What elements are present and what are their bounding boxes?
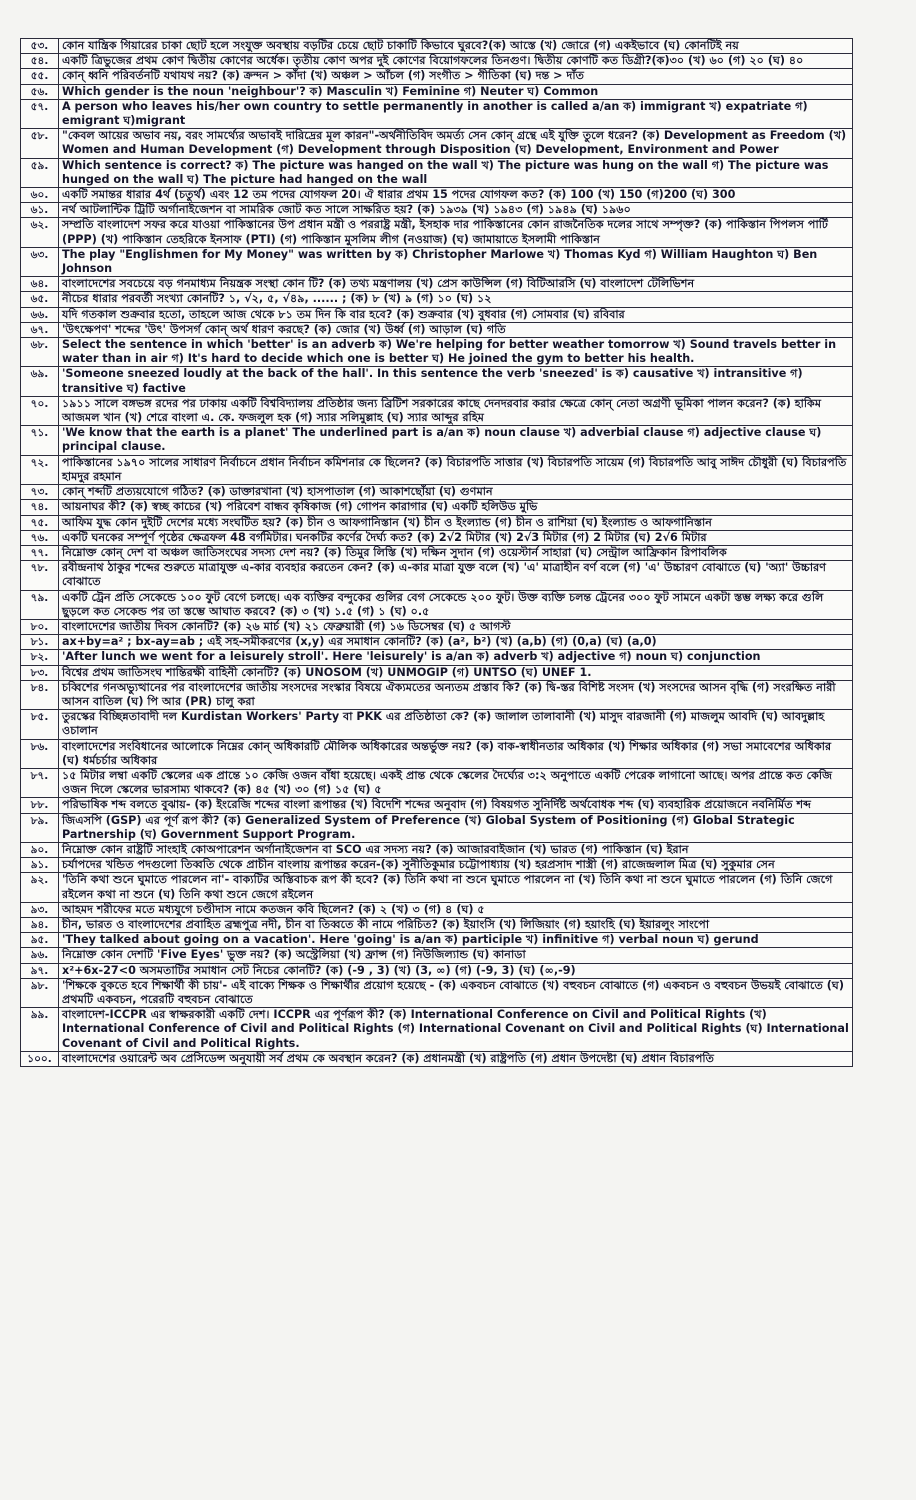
question-text: 'উৎক্ষেপণ' শব্দের 'উৎ' উপসর্গ কোন্ অর্থ ধারণ করছে? (ক) জোর (খ) উর্ধ্ব (গ) আড়াল (ঘ) গতি [59, 322, 853, 337]
question-number: ৬২. [21, 218, 59, 247]
question-text: 'তিনি কথা শুনে ঘুমাতে পারলেন না'- বাক্যটির অস্তিবাচক রূপ কী হবে? (ক) তিনি কথা না শুনে ঘুমাতে পারলেন না (খ) তিনি কথা না শুনে ঘুমাতে পারলেন (গ) তিনি জেগে রইলেন কথা না শুনে (ঘ) তিনি কথা শুনে জেগে রইলেন [59, 873, 853, 902]
question-row [21, 619, 853, 634]
question-text: ax+by=a² ; bx-ay=ab ; এই সহ-সমীকরণের (x,y) এর সমাধান কোনটি? (ক) (a², b²) (খ) (a,b) (গ) (0,a) (ঘ) (a,0) [59, 635, 853, 650]
question-text: বাংলাদেশ-ICCPR এর স্বাক্ষরকারী একটি দেশ। ICCPR এর পূর্ণরূপ কী? (ক) International Conference on Civil and Political Rights (খ) International Conference of Civil and Political Rights (গ) International Covenant on Civil and Political Rights (ঘ) International Covenant of Civil and Political Rights. [59, 1008, 853, 1052]
question-text: সম্প্রতি বাংলাদেশ সফর করে যাওয়া পাকিস্তানের উপ প্রধান মন্ত্রী ও পররাষ্ট্র মন্ত্রী, ইসহাক দার পাকিস্তানের কোন রাজনৈতিক দলের সাথে সম্পৃক্ত? (ক) পাকিস্তান পিপলস পার্টি (PPP) (খ) পাকিস্তান তেহরিকে ইনসাফ (PTI) (গ) পাকিস্তান মুসলিম লীগ (নওয়াজ) (ঘ) জামায়াতে ইসলামী পাকিস্তান [59, 218, 853, 247]
question-number: ৭৮. [21, 561, 59, 590]
question-number: ৯৮. [21, 978, 59, 1007]
question-number: ৫৯. [21, 158, 59, 187]
question-number: ৭৫. [21, 515, 59, 530]
question-number: ৮৩. [21, 665, 59, 680]
question-row [21, 710, 853, 739]
question-row [21, 948, 853, 963]
question-text: চীন, ভারত ও বাংলাদেশের প্রবাহিত ব্রহ্মপুত্র নদী, চীন বা তিব্বতে কী নামে পরিচিত? (ক) ইয়াংসি (খ) লিজিয়াং (গ) হয়াংহি (ঘ) ইয়ারলুং সাংপো [59, 917, 853, 932]
question-number: ৬১. [21, 203, 59, 218]
question-row [21, 561, 853, 590]
question-number: ৮২. [21, 650, 59, 665]
question-text: আহমদ শরীফের মতে মধ্যযুগে চণ্ডীদাস নামে কতজন কবি ছিলেন? (ক) ২ (খ) ৩ (গ) ৪ (ঘ) ৫ [59, 902, 853, 917]
question-sheet [20, 38, 852, 1067]
question-text: ১৯১১ সালে বঙ্গভঙ্গ রদের পর ঢাকায় একটি বিশ্ববিদ্যালয় প্রতিষ্ঠার জন্য ব্রিটিশ সরকারের কাছে দেনদরবার করার ক্ষেত্রে কোন্ নেতা অগ্রণী ভূমিকা পালন করেন? (ক) হাকিম আজমল খান (খ) শেরে বাংলা এ. কে. ফজলুল হক (গ) স্যার সলিমুল্লাহ (ঘ) স্যার আব্দুর রহিম [59, 396, 853, 425]
question-row [21, 500, 853, 515]
question-number: ৮৮. [21, 798, 59, 813]
question-row [21, 129, 853, 158]
question-row [21, 590, 853, 619]
question-text: জিএসপি (GSP) এর পূর্ণ রূপ কী? (ক) Generalized System of Preference (খ) Global System of Positioning (গ) Global Strategic Partnership (ঘ) Government Support Program. [59, 813, 853, 842]
question-number: ৬৪. [21, 277, 59, 292]
question-text: Which sentence is correct? ক) The picture was hanged on the wall খ) The picture was hung on the wall গ) The picture was hunged on the wall ঘ) The picture had hanged on the wall [59, 158, 853, 187]
question-row [21, 485, 853, 500]
question-text: 'শিক্ষকে বুকতে হবে শিক্ষার্থী কী চায়'- এই বাক্যে শিক্ষক ও শিক্ষার্থীর প্রয়োগ হয়েছে - (ক) একবচন বোঝাতে (খ) বহুবচন বোঝাতে (গ) একবচন ও বহুবচন উভয়ই বোঝাতে (ঘ) প্রথমটি একবচন, পরেরটি বহুবচন বোঝাতে [59, 978, 853, 1007]
question-row [21, 396, 853, 425]
question-row [21, 247, 853, 276]
question-row [21, 665, 853, 680]
question-row [21, 39, 853, 54]
question-number: ৫৬. [21, 84, 59, 99]
question-row [21, 218, 853, 247]
question-number: ৯২. [21, 873, 59, 902]
question-row [21, 978, 853, 1007]
question-number: ৭১. [21, 426, 59, 455]
question-text: বাংলাদেশের ওয়ারেন্ট অব প্রেসিডেন্স অনুযায়ী সর্ব প্রথম কে অবস্থান করেন? (ক) প্রধানমন্ত্রী (খ) রাষ্ট্রপতি (গ) প্রধান উপদেষ্টা (ঘ) প্রধান বিচারপতি [59, 1051, 853, 1066]
question-number: ৭২. [21, 455, 59, 484]
question-row [21, 842, 853, 857]
question-number: ১০০. [21, 1051, 59, 1066]
question-row [21, 367, 853, 396]
question-number: ৭৩. [21, 485, 59, 500]
question-number: ৬৬. [21, 307, 59, 322]
question-number: ৮৫. [21, 710, 59, 739]
question-row [21, 768, 853, 797]
question-text: নিম্নোক্ত কোন দেশটি 'Five Eyes' ভুক্ত নয়? (ক) অস্ট্রেলিয়া (খ) ফ্রান্স (গ) নিউজিল্যান্ড (ঘ) কানাডা [59, 948, 853, 963]
question-number: ৬৮. [21, 338, 59, 367]
question-row [21, 873, 853, 902]
question-text: পরিভাষিক শব্দ বলতে বুঝায়- (ক) ইংরেজি শব্দের বাংলা রূপান্তর (খ) বিদেশি শব্দের অনুবাদ (গ) বিষয়গত সুনির্দিষ্ট অর্থবোধক শব্দ (ঘ) ব্যবহারিক প্রয়োজনে নবনির্মিত শব্দ [59, 798, 853, 813]
question-row [21, 307, 853, 322]
question-text: রবীন্দ্রনাথ ঠাকুর শব্দের শুরুতে মাত্রাযুক্ত এ-কার ব্যবহার করতেন কেন? (ক) এ-কার মাত্রা যুক্ত বলে (খ) 'এ' মাত্রাহীন বর্ণ বলে (গ) 'এ' উচ্চারণ বোঝাতে (ঘ) 'অ্যা' উচ্চারণ বোঝাতে [59, 561, 853, 590]
question-text: একটি ঘনকের সম্পূর্ণ পৃষ্ঠের ক্ষেত্রফল 48 বর্গমিটার। ঘনকটির কর্ণের দৈর্ঘ্য কত? (ক) 2√2 মিটার (খ) 2√3 মিটার (গ) 2 মিটার (ঘ) 2√6 মিটার [59, 530, 853, 545]
question-text: একটি সমান্তর ধারার 4র্থ (চতুর্থ) এবং 12 তম পদের যোগফল 20। ঐ ধারার প্রথম 15 পদের যোগফল কত? (ক) 100 (খ) 150 (গ)200 (ঘ) 300 [59, 188, 853, 203]
question-row [21, 1051, 853, 1066]
question-number: ৯৭. [21, 963, 59, 978]
question-number: ৮৯. [21, 813, 59, 842]
question-row [21, 292, 853, 307]
question-row [21, 1008, 853, 1052]
question-number: ৬৯. [21, 367, 59, 396]
question-text: "কেবল আয়ের অভাব নয়, বরং সামর্থ্যের অভাবই দারিদ্রের মূল কারন"-অর্থনীতিবিদ অমর্ত্য সেন কোন্ গ্রন্থে এই যুক্তি তুলে ধরেন? (ক) Development as Freedom (খ) Women and Human Development (গ) Development through Disposition (ঘ) Development, Environment and Power [59, 129, 853, 158]
question-number: ৭৭. [21, 545, 59, 560]
question-number: ৬৫. [21, 292, 59, 307]
question-number: ৫৫. [21, 69, 59, 84]
question-text: কোন যান্ত্রিক গিয়ারের চাকা ছোট হলে সংযুক্ত অবস্থায় বড়টির চেয়ে ছোট চাকাটি কিভাবে ঘুরবে?(ক) আস্তে (খ) জোরে (গ) একইভাবে (ঘ) কোনটিই নয় [59, 39, 853, 54]
question-text: নিম্নোক্ত কোন রাষ্ট্রটি সাংহাই কোঅপারেশন অর্গানাইজেশন বা SCO এর সদস্য নয়? (ক) আজারবাইজান (খ) ভারত (গ) পাকিস্তান (ঘ) ইরান [59, 842, 853, 857]
question-row [21, 650, 853, 665]
question-number: ৯৪. [21, 917, 59, 932]
question-row [21, 813, 853, 842]
question-text: তুরস্কের বিচ্ছিন্নতাবাদী দল Kurdistan Workers' Party বা PKK এর প্রতিষ্ঠাতা কে? (ক) জালাল তালাবানী (খ) মাসুদ বারজানী (গ) মাজলুম আবদি (ঘ) আবদুল্লাহ ওচালান [59, 710, 853, 739]
question-text: A person who leaves his/her own country to settle permanently in another is called a/an ক) immigrant খ) expatriate গ) emigrant ঘ)migrant [59, 99, 853, 128]
question-text: আয়নাঘর কী? (ক) স্বচ্ছ কাচের (খ) পরিবেশ বান্ধব কৃষিকাজ (গ) গোপন কারাগার (ঘ) একটি হলিউড মুভি [59, 500, 853, 515]
question-row [21, 798, 853, 813]
question-number: ৮৬. [21, 739, 59, 768]
question-number: ৮৪. [21, 680, 59, 709]
question-row [21, 635, 853, 650]
question-number: ৯৫. [21, 933, 59, 948]
question-row [21, 530, 853, 545]
question-row [21, 188, 853, 203]
question-row [21, 917, 853, 932]
question-row [21, 99, 853, 128]
question-text: নিম্নোক্ত কোন্ দেশ বা অঞ্চল জাতিসংঘের সদস্য দেশ নয়? (ক) তিমুর লিস্তি (খ) দক্ষিন সুদান (গ) ওয়েস্টার্ন সাহারা (ঘ) সেন্ট্রাল আফ্রিকান রিপাবলিক [59, 545, 853, 560]
question-text: বিশ্বের প্রথম জাতিসংঘ শান্তিরক্ষী বাহিনী কোনটি? (ক) UNOSOM (খ) UNMOGIP (গ) UNTSO (ঘ) UNEF 1. [59, 665, 853, 680]
question-row [21, 426, 853, 455]
question-row [21, 902, 853, 917]
question-row [21, 84, 853, 99]
question-text: 'They talked about going on a vacation'. Here 'going' is a/an ক) participle খ) infinitive গ) verbal noun ঘ) gerund [59, 933, 853, 948]
question-row [21, 203, 853, 218]
question-number: ৯৯. [21, 1008, 59, 1052]
question-row [21, 963, 853, 978]
question-text: বাংলাদেশের জাতীয় দিবস কোনটি? (ক) ২৬ মার্চ (খ) ২১ ফেব্রুয়ারী (গ) ১৬ ডিসেম্বর (ঘ) ৫ আগস্ট [59, 619, 853, 634]
question-row [21, 515, 853, 530]
question-text: চব্বিশের গনঅভ্যুত্থানের পর বাংলাদেশের জাতীয় সংসদের সংস্কার বিষয়ে ঐক্যমতের অন্যতম প্রস্তাব কি? (ক) দ্বি-স্তর বিশিষ্ট সংসদ (খ) সংসদের আসন বৃদ্ধি (গ) সংরক্ষিত নারী আসন বাতিল (ঘ) পি আর (PR) চালু করা [59, 680, 853, 709]
question-number: ৬০. [21, 188, 59, 203]
question-text: আফিম যুদ্ধ কোন দুইটি দেশের মধ্যে সংঘটিত হয়? (ক) চীন ও আফগানিস্তান (খ) চীন ও ইংল্যান্ড (গ) চীন ও রাশিয়া (ঘ) ইংল্যান্ড ও আফগানিস্তান [59, 515, 853, 530]
question-row [21, 545, 853, 560]
question-text: 'After lunch we went for a leisurely stroll'. Here 'leisurely' is a/an ক) adverb খ) adjective গ) noun ঘ) conjunction [59, 650, 853, 665]
question-row [21, 680, 853, 709]
question-row [21, 69, 853, 84]
question-number: ৯১. [21, 858, 59, 873]
question-list [21, 39, 853, 1067]
question-number: ৭৪. [21, 500, 59, 515]
question-row [21, 455, 853, 484]
question-number: ৫৮. [21, 129, 59, 158]
question-number: ৯০. [21, 842, 59, 857]
question-number: ৬৭. [21, 322, 59, 337]
question-number: ৬৩. [21, 247, 59, 276]
question-number: ৯৬. [21, 948, 59, 963]
question-text: কোন্ ধ্বনি পরিবর্তনটি যথাযথ নয়? (ক) ক্রন্দন > কাঁদা (খ) অঞ্চল > আঁচল (গ) সংগীত > গীতিকা (ঘ) দন্ত > দাঁত [59, 69, 853, 84]
question-row [21, 54, 853, 69]
question-row [21, 158, 853, 187]
question-text: চর্যাপদের খন্ডিত পদগুলো তিব্বতি থেকে প্রাচীন বাংলায় রূপান্তর করেন-(ক) সুনীতিকুমার চট্টোপাধ্যায় (খ) হরপ্রসাদ শাস্ত্রী (গ) রাজেন্দ্রলাল মিত্র (ঘ) সুকুমার সেন [59, 858, 853, 873]
question-text: যদি গতকাল শুক্রবার হতো, তাহলে আজ থেকে ৮১ তম দিন কি বার হবে? (ক) শুক্রবার (খ) বুধবার (গ) সোমবার (ঘ) রবিবার [59, 307, 853, 322]
question-text: x²+6x-27<0 অসমতাটির সমাধান সেট নিচের কোনটি? (ক) (-9 , 3) (খ) (3, ∞) (গ) (-9, 3) (ঘ) (∞,-9) [59, 963, 853, 978]
question-number: ৮১. [21, 635, 59, 650]
question-row [21, 858, 853, 873]
question-text: একটি ত্রিভুজের প্রথম কোণ দ্বিতীয় কোণের অর্ধেক। তৃতীয় কোণ অপর দুই কোণের বিয়োগফলের তিনগুণ। দ্বিতীয় কোণটি কত ডিগ্রী?(ক)৩০ (খ) ৬০ (গ) ২০ (ঘ) ৪০ [59, 54, 853, 69]
question-number: ৮৭. [21, 768, 59, 797]
question-row [21, 277, 853, 292]
question-number: ৭৯. [21, 590, 59, 619]
question-number: ৫৩. [21, 39, 59, 54]
question-text: বাংলাদেশের সবচেয়ে বড় গনমাধ্যম নিয়ন্ত্রক সংস্থা কোন টি? (ক) তথ্য মন্ত্রণালয় (খ) প্রেস কাউন্সিল (গ) বিটিআরসি (ঘ) বাংলাদেশ টেলিভিশন [59, 277, 853, 292]
question-number: ৮০. [21, 619, 59, 634]
question-row [21, 933, 853, 948]
question-text: ১৫ মিটার লম্বা একটি স্কেলের এক প্রান্তে ১০ কেজি ওজন বাঁধা হয়েছে। একই প্রান্ত থেকে স্কেলের দৈর্ঘ্যের ৩:২ অনুপাতে একটি পেরেক লাগানো আছে। অপর প্রান্তে কত কেজি ওজন দিলে স্কেলের ভারসাম্য থাকবে? (ক) ৪৫ (খ) ৩০ (গ) ১৫ (ঘ) ৫ [59, 768, 853, 797]
question-text: 'We know that the earth is a planet' The underlined part is a/an ক) noun clause খ) adverbial clause গ) adjective clause ঘ) principal clause. [59, 426, 853, 455]
question-text: কোন্ শব্দটি প্রত্যয়যোগে গঠিত? (ক) ডাক্তারখানা (খ) হাসপাতাল (গ) আকাশছোঁয়া (ঘ) গুণমান [59, 485, 853, 500]
question-text: নীচের ধারার পরবর্তী সংখ্যা কোনটি? ১, √২, ৫, √৪৯, ...... ; (ক) ৮ (খ) ৯ (গ) ১০ (ঘ) ১২ [59, 292, 853, 307]
question-number: ৫৪. [21, 54, 59, 69]
question-text: পাকিস্তানের ১৯৭০ সালের সাধারণ নির্বাচনে প্রধান নির্বাচন কমিশনার কে ছিলেন? (ক) বিচারপতি সাত্তার (খ) বিচারপতি সায়েম (গ) বিচারপতি আবু সাঈদ চৌধুরী (ঘ) বিচারপতি হামদুর রহমান [59, 455, 853, 484]
question-text: বাংলাদেশের সংবিধানের আলোকে নিম্নের কোন্ অধিকারটি মৌলিক অধিকারের অন্তর্ভুক্ত নয়? (ক) বাক-স্বাধীনতার অধিকার (খ) শিক্ষার অধিকার (গ) সভা সমাবেশের অধিকার (ঘ) ধর্মচর্চার অধিকার [59, 739, 853, 768]
question-text: একটি ট্রেন প্রতি সেকেন্ডে ১০০ ফুট বেগে চলছে। এক ব্যক্তির বন্দুকের গুলির বেগ সেকেন্ডে ২০০ ফুট। উক্ত ব্যক্তি চলন্ত ট্রেনের ৩০০ ফুট সামনে একটা স্তম্ভ লক্ষ্য করে গুলি ছুড়লে কত সেকেন্ড পর তা স্তম্ভে আঘাত করবে? (ক) ৩ (খ) ১.৫ (গ) ১ (ঘ) ০.৫ [59, 590, 853, 619]
question-text: Select the sentence in which 'better' is an adverb ক) We're helping for better weather tomorrow খ) Sound travels better in water than in air গ) It's hard to decide which one is better ঘ) He joined the gym to better his health. [59, 338, 853, 367]
question-table [20, 38, 853, 1067]
question-text: The play "Englishmen for My Money" was written by ক) Christopher Marlowe খ) Thomas Kyd গ) William Haughton ঘ) Ben Johnson [59, 247, 853, 276]
question-text: Which gender is the noun 'neighbour'? ক) Masculin খ) Feminine গ) Neuter ঘ) Common [59, 84, 853, 99]
question-text: 'Someone sneezed loudly at the back of the hall'. In this sentence the verb 'sneezed' is ক) causative খ) intransitive গ) transitive ঘ) factive [59, 367, 853, 396]
question-row [21, 338, 853, 367]
question-text: নর্থ আটলান্টিক ট্রিটি অর্গানাইজেশন বা সামরিক জোট কত সালে সাক্ষরিত হয়? (ক) ১৯৩৯ (খ) ১৯৪৩ (গ) ১৯৪৯ (ঘ) ১৯৬০ [59, 203, 853, 218]
question-number: ৫৭. [21, 99, 59, 128]
question-number: ৭৬. [21, 530, 59, 545]
question-row [21, 322, 853, 337]
question-row [21, 739, 853, 768]
question-number: ৭০. [21, 396, 59, 425]
question-number: ৯৩. [21, 902, 59, 917]
